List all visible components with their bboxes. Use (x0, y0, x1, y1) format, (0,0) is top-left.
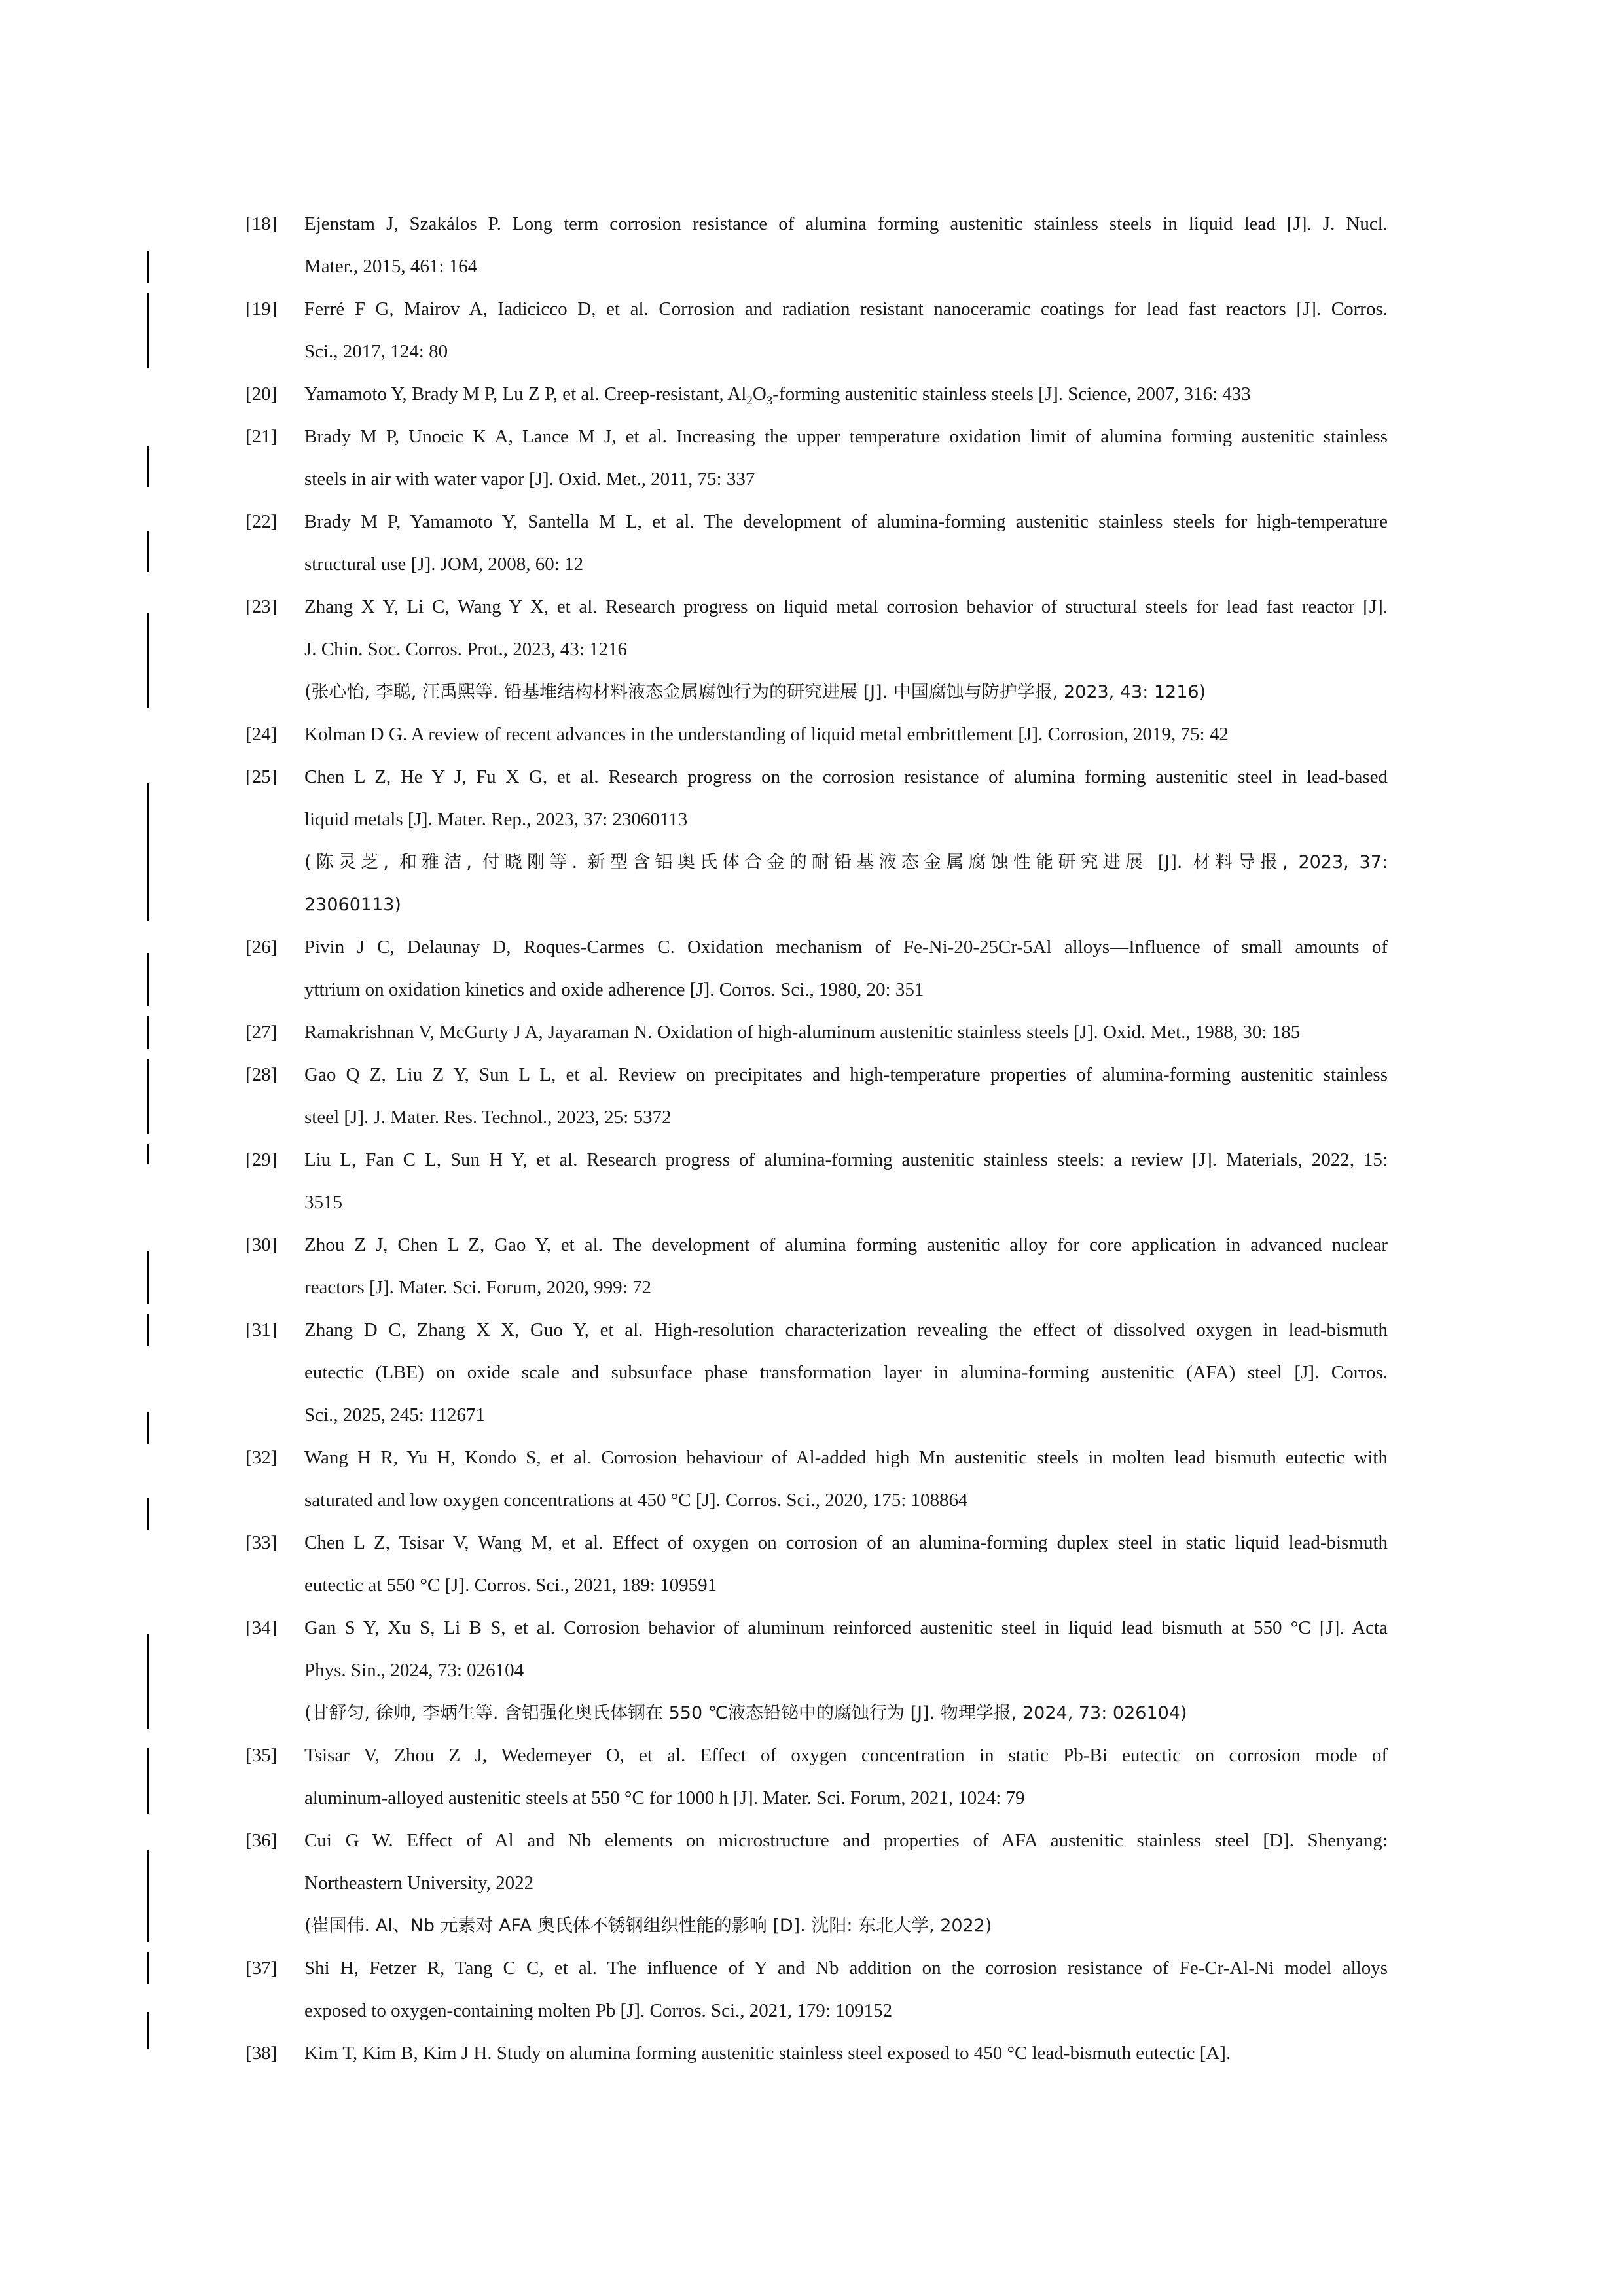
revision-change-bar (147, 531, 149, 572)
reference-text-line: Gan S Y, Xu S, Li B S, et al. Corrosion behavior of aluminum reinforced austenitic steel in liquid lead bismuth at 550 °C [J]. Acta (304, 1617, 1388, 1638)
reference-text-line: yttrium on oxidation kinetics and oxide adherence [J]. Corros. Sci., 1980, 20: 351 (304, 979, 924, 1000)
reference-text-line: 3515 (304, 1192, 342, 1213)
revision-change-bar (147, 1059, 149, 1134)
reference-item (245, 501, 1388, 586)
reference-text-line: Sci., 2017, 124: 80 (304, 341, 448, 362)
reference-number: [35] (245, 1745, 278, 1766)
reference-item (245, 288, 1388, 373)
reference-text-line: aluminum-alloyed austenitic steels at 550 °C for 1000 h [J]. Mater. Sci. Forum, 2021, 1024: 79 (304, 1787, 1025, 1808)
reference-text-line: Ferré F G, Mairov A, Iadicicco D, et al. Corrosion and radiation resistant nanoceramic coatings for lead fast reactors [J]. Corros. (304, 298, 1388, 319)
reference-item (245, 1054, 1388, 1139)
reference-text-line: Tsisar V, Zhou Z J, Wedemeyer O, et al. Effect of oxygen concentration in static Pb-Bi eutectic on corrosion mode of (304, 1745, 1388, 1766)
reference-number: [37] (245, 1958, 278, 1979)
reference-text-line: Mater., 2015, 461: 164 (304, 256, 478, 277)
reference-number: [19] (245, 298, 278, 319)
reference-item (245, 373, 1388, 416)
reference-text-line: Liu L, Fan C L, Sun H Y, et al. Research progress of alumina-forming austenitic stainless steels: a review [J]. Materials, 2022, 15: (304, 1149, 1388, 1170)
revision-change-bar (147, 953, 149, 1007)
reference-item (245, 1820, 1388, 1947)
reference-text-line: Phys. Sin., 2024, 73: 026104 (304, 1660, 524, 1681)
reference-number: [34] (245, 1617, 278, 1638)
revision-change-bar (147, 1314, 149, 1346)
reference-number: [22] (245, 511, 278, 532)
revision-change-bar (147, 293, 149, 368)
reference-item (245, 586, 1388, 713)
reference-item (245, 1734, 1388, 1820)
reference-number: [32] (245, 1447, 278, 1468)
reference-chinese-line: (陈灵芝, 和雅洁, 付晓刚等. 新型含铝奥氏体合金的耐铅基液态金属腐蚀性能研究进展 [J]. 材料导报, 2023, 37: (304, 852, 1388, 872)
reference-number: [21] (245, 426, 278, 447)
reference-number: [31] (245, 1319, 278, 1340)
reference-text-line: saturated and low oxygen concentrations at 450 °C [J]. Corros. Sci., 2020, 175: 108864 (304, 1490, 968, 1511)
reference-item (245, 1011, 1388, 1054)
revision-change-bar (147, 1251, 149, 1304)
reference-text-line: liquid metals [J]. Mater. Rep., 2023, 37: 23060113 (304, 809, 688, 830)
revision-change-bar (147, 251, 149, 283)
reference-text-line: structural use [J]. JOM, 2008, 60: 12 (304, 554, 584, 575)
reference-text-line: J. Chin. Soc. Corros. Prot., 2023, 43: 1216 (304, 639, 628, 660)
reference-text-line: Chen L Z, He Y J, Fu X G, et al. Research progress on the corrosion resistance of alumina forming austenitic steel in lead-based (304, 766, 1388, 787)
reference-text-line: exposed to oxygen-containing molten Pb [J]. Corros. Sci., 2021, 179: 109152 (304, 2000, 893, 2021)
reference-text-line: Pivin J C, Delaunay D, Roques-Carmes C. Oxidation mechanism of Fe-Ni-20-25Cr-5Al alloys—Influence of small amounts of (304, 937, 1388, 958)
revision-change-bar (147, 1498, 149, 1530)
reference-item (245, 1522, 1388, 1607)
reference-chinese-line: (张心怡, 李聪, 汪禹熙等. 铅基堆结构材料液态金属腐蚀行为的研究进展 [J]. 中国腐蚀与防护学报, 2023, 43: 1216) (304, 682, 1206, 702)
reference-text-line: Yamamoto Y, Brady M P, Lu Z P, et al. Creep-resistant, $Al_2O_3$-forming austenitic stainless steels [J]. Science, 2007, 316: 433 (304, 384, 1251, 408)
reference-number: [28] (245, 1064, 278, 1085)
reference-text-line: Brady M P, Unocic K A, Lance M J, et al. Increasing the upper temperature oxidation limit of alumina forming austenitic stainless (304, 426, 1388, 447)
revision-change-bar (147, 613, 149, 709)
reference-text-line: Zhou Z J, Chen L Z, Gao Y, et al. The development of alumina forming austenitic alloy for core application in advanced nuclear (304, 1234, 1388, 1255)
reference-text-line: eutectic at 550 °C [J]. Corros. Sci., 2021, 189: 109591 (304, 1575, 717, 1596)
revision-change-bar (147, 446, 149, 487)
reference-chinese-line: (崔国伟. Al、Nb 元素对 AFA 奥氏体不锈钢组织性能的影响 [D]. 沈阳: 东北大学, 2022) (304, 1916, 992, 1936)
reference-number: [25] (245, 766, 278, 787)
reference-chinese-line: (甘舒匀, 徐帅, 李炳生等. 含铝强化奥氏体钢在 550 ℃液态铅铋中的腐蚀行为 [J]. 物理学报, 2024, 73: 026104) (304, 1703, 1187, 1723)
reference-text-line: Ejenstam J, Szakálos P. Long term corrosion resistance of alumina forming austenitic stainless steels in liquid lead [J]. J. Nucl. (304, 213, 1388, 234)
reference-item (245, 1139, 1388, 1224)
reference-item (245, 416, 1388, 501)
reference-number: [26] (245, 937, 278, 958)
reference-text-line: Chen L Z, Tsisar V, Wang M, et al. Effect of oxygen on corrosion of an alumina-forming duplex steel in static liquid lead-bismuth (304, 1532, 1388, 1553)
reference-item (245, 713, 1388, 756)
reference-number: [33] (245, 1532, 278, 1553)
reference-number: [20] (245, 384, 278, 404)
revision-change-bar (147, 1634, 149, 1730)
reference-text-line: eutectic (LBE) on oxide scale and subsurface phase transformation layer in alumina-forming austenitic (AFA) steel [J]. Corros. (304, 1362, 1388, 1383)
reference-text-line: Sci., 2025, 245: 112671 (304, 1405, 486, 1426)
reference-number: [27] (245, 1022, 278, 1043)
reference-item (245, 1607, 1388, 1734)
revision-change-bar (147, 783, 149, 922)
reference-text-line: steels in air with water vapor [J]. Oxid. Met., 2011, 75: 337 (304, 469, 755, 490)
revision-change-bar (147, 1144, 149, 1164)
reference-text-line: Cui G W. Effect of Al and Nb elements on microstructure and properties of AFA austenitic stainless steel [D]. Shenyang: (304, 1830, 1388, 1851)
reference-text-line: Gao Q Z, Liu Z Y, Sun L L, et al. Review on precipitates and high-temperature properties of alumina-forming austenitic stainless (304, 1064, 1388, 1085)
revision-change-bar (147, 1850, 149, 1942)
revision-change-bar (147, 1412, 149, 1444)
reference-text-line: steel [J]. J. Mater. Res. Technol., 2023, 25: 5372 (304, 1107, 672, 1128)
reference-chinese-line: 23060113) (304, 895, 401, 915)
reference-number: [18] (245, 213, 278, 234)
reference-number: [30] (245, 1234, 278, 1255)
reference-number: [23] (245, 596, 278, 617)
reference-text-line: Kolman D G. A review of recent advances in the understanding of liquid metal embrittlement [J]. Corrosion, 2019, 75: 42 (304, 724, 1229, 745)
reference-text-line: Kim T, Kim B, Kim J H. Study on alumina forming austenitic stainless steel exposed to 450 °C lead-bismuth eutectic [A]. (304, 2043, 1231, 2064)
reference-item (245, 756, 1388, 926)
reference-text-line: Wang H R, Yu H, Kondo S, et al. Corrosion behaviour of Al-added high Mn austenitic steels in molten lead bismuth eutectic with (304, 1447, 1388, 1468)
reference-text-line: Zhang D C, Zhang X X, Guo Y, et al. High-resolution characterization revealing the effect of dissolved oxygen in lead-bismuth (304, 1319, 1388, 1340)
revision-change-bar (147, 2012, 149, 2049)
revision-change-bar (147, 1748, 149, 1814)
reference-list (245, 203, 1388, 2075)
reference-number: [36] (245, 1830, 278, 1851)
reference-item (245, 926, 1388, 1011)
reference-text-line: Ramakrishnan V, McGurty J A, Jayaraman N. Oxidation of high-aluminum austenitic stainless steels [J]. Oxid. Met., 1988, 30: 185 (304, 1022, 1301, 1043)
reference-number: [24] (245, 724, 278, 745)
reference-item (245, 1309, 1388, 1437)
reference-text-line: Zhang X Y, Li C, Wang Y X, et al. Research progress on liquid metal corrosion behavior of structural steels for lead fast reactor [J]. (304, 596, 1388, 617)
reference-item (245, 2032, 1388, 2075)
reference-number: [38] (245, 2043, 278, 2064)
revision-change-bar (147, 1952, 149, 1984)
reference-number: [29] (245, 1149, 278, 1170)
subscript: 3 (766, 393, 773, 408)
reference-text-line: Brady M P, Yamamoto Y, Santella M L, et al. The development of alumina-forming austenitic stainless steels for high-temperature (304, 511, 1388, 532)
reference-text-line: Shi H, Fetzer R, Tang C C, et al. The influence of Y and Nb addition on the corrosion resistance of Fe-Cr-Al-Ni model alloys (304, 1958, 1388, 1979)
reference-item (245, 203, 1388, 288)
reference-text-line: Northeastern University, 2022 (304, 1873, 534, 1893)
subscript: 2 (746, 393, 753, 408)
revision-change-bar (147, 1016, 149, 1049)
reference-item (245, 1437, 1388, 1522)
reference-text-line: reactors [J]. Mater. Sci. Forum, 2020, 999: 72 (304, 1277, 651, 1298)
reference-item (245, 1947, 1388, 2032)
reference-item (245, 1224, 1388, 1309)
